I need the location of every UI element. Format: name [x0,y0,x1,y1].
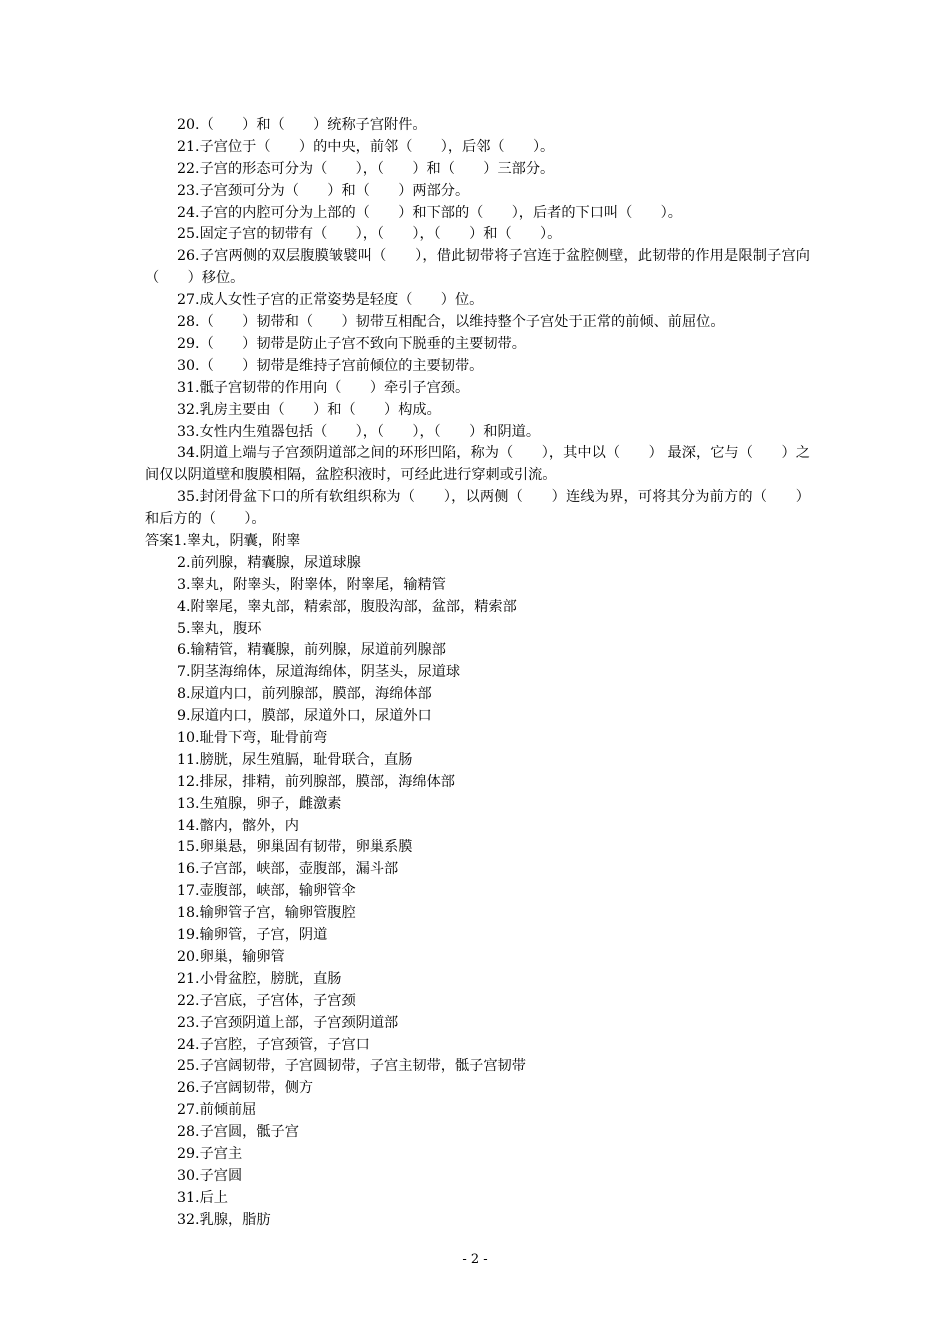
answer-item: 25.子宫阔韧带，子宫圆韧带，子宫主韧带，骶子宫韧带 [177,1058,526,1075]
answers-first-line [145,531,810,553]
question-25: 25.固定子宫的韧带有（ ），（ ），（ ）和（ ）。 [177,226,562,243]
answer-item: 4.附睾尾，睾丸部，精索部，腹股沟部，盆部，精索部 [177,598,517,615]
question-33: 33.女性内生殖器包括（ ），（ ），（ ）和阴道。 [177,423,541,440]
answer-item: 28.子宫圆，骶子宫 [177,1124,299,1141]
answer-item: 11.膀胱，尿生殖膈，耻骨联合，直肠 [177,751,413,768]
question-23: 23.子宫颈可分为（ ）和（ ）两部分。 [177,182,470,199]
answer-item: 20.卵巢，输卵管 [177,948,285,965]
answer-item: 5.睾丸，腹环 [177,620,262,637]
answer-item: 15.卵巢悬，卵巢固有韧带，卵巢系膜 [177,839,413,856]
page-content [145,115,810,1232]
answer-item: 10.耻骨下弯，耻骨前弯 [177,730,328,747]
answer-item: 31.后上 [177,1189,228,1206]
answer-item: 3.睾丸，附睾头，附睾体，附睾尾，输精管 [177,576,446,593]
answers-label: 答案 [145,533,174,550]
answer-item: 26.子宫阔韧带，侧方 [177,1080,314,1097]
answer-item: 13.生殖腺，卵子，雌激素 [177,795,342,812]
answer-item: 22.子宫底，子宫体，子宫颈 [177,992,356,1009]
answer-item: 32.乳腺，脂肪 [177,1211,271,1228]
question-20: 20.（ ）和（ ）统称子宫附件。 [177,117,427,133]
answer-item: 7.阴茎海绵体，尿道海绵体，阴茎头，尿道球 [177,664,461,681]
answer-item: 1.睾丸，阴囊，附睾 [173,533,301,550]
question-31: 31.骶子宫韧带的作用向（ ）牵引子宫颈。 [177,379,470,396]
answer-item: 21.小骨盆腔，膀胱，直肠 [177,970,342,987]
question-32: 32.乳房主要由（ ）和（ ）构成。 [177,401,441,418]
answer-item: 9.尿道内口，膜部，尿道外口，尿道外口 [177,708,432,725]
answer-item: 14.髂内，髂外，内 [177,817,299,834]
answer-item: 19.输卵管，子宫，阴道 [177,927,328,944]
page-number: - 2 - [462,1252,488,1267]
answer-item: 27.前倾前屈 [177,1102,257,1119]
answer-item: 12.排尿，排精，前列腺部，膜部，海绵体部 [177,773,455,790]
answer-item: 29.子宫主 [177,1145,243,1162]
answer-item: 24.子宫腔，子宫颈管，子宫口 [177,1036,370,1053]
question-27: 27.成人女性子宫的正常姿势是轻度（ ）位。 [177,292,484,309]
answer-item: 23.子宫颈阴道上部，子宫颈阴道部 [177,1014,399,1031]
question-30: 30.（ ）韧带是维持子宫前倾位的主要韧带。 [177,357,484,374]
question-22: 22.子宫的形态可分为（ ），（ ）和（ ）三部分。 [177,160,555,177]
question-34: 34.阴道上端与子宫颈阴道部之间的环形凹陷，称为（ ），其中以（ ） 最深，它与（ ）之间仅以阴道壁和腹膜相隔，盆腔积液时，可经此进行穿刺或引流。 [145,445,810,484]
answer-item: 2.前列腺，精囊腺，尿道球腺 [177,554,361,571]
question-28: 28.（ ）韧带和（ ）韧带互相配合，以维持整个子宫处于正常的前倾、前屈位。 [177,314,725,331]
question-35: 35.封闭骨盆下口的所有软组织称为（ ），以两侧（ ）连线为界，可将其分为前方的（ ）和后方的（ ）。 [145,489,810,528]
answer-item: 16.子宫部，峡部，壶腹部，漏斗部 [177,861,399,878]
answer-item: 8.尿道内口，前列腺部，膜部，海绵体部 [177,686,432,703]
answer-item: 18.输卵管子宫，输卵管腹腔 [177,905,356,922]
answer-item: 30.子宫圆 [177,1167,243,1184]
question-21: 21.子宫位于（ ）的中央，前邻（ ），后邻（ ）。 [177,138,555,155]
question-26: 26.子宫两侧的双层腹膜皱襞叫（ ），借此韧带将子宫连于盆腔侧壁，此韧带的作用是限制子宫向（ ）移位。 [145,248,810,287]
question-24: 24.子宫的内腔可分为上部的（ ）和下部的（ ），后者的下口叫（ ）。 [177,204,682,221]
answer-item: 6.输精管，精囊腺，前列腺，尿道前列腺部 [177,642,446,659]
answer-item: 17.壶腹部，峡部，输卵管伞 [177,883,356,900]
question-29: 29.（ ）韧带是防止子宫不致向下脱垂的主要韧带。 [177,335,526,352]
